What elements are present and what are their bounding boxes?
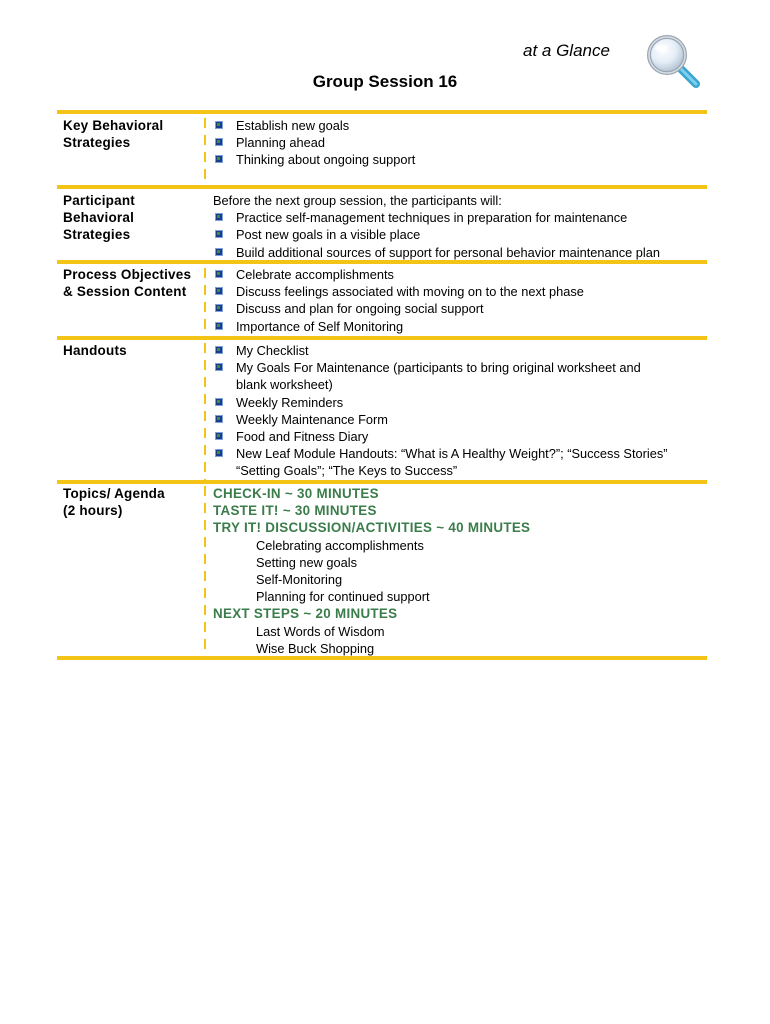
- square-bullet-icon: [215, 415, 223, 423]
- column-divider: [204, 118, 206, 184]
- list-item: Post new goals in a visible place: [213, 226, 660, 243]
- agenda-item: Celebrating accomplishments: [256, 537, 424, 553]
- divider: [57, 656, 707, 660]
- column-divider: [204, 486, 206, 654]
- square-bullet-icon: [215, 230, 223, 238]
- square-bullet-icon: [215, 121, 223, 129]
- list-item: Food and Fitness Diary: [213, 428, 668, 445]
- square-bullet-icon: [215, 287, 223, 295]
- column-divider: [204, 268, 206, 338]
- square-bullet-icon: [215, 346, 223, 354]
- row-label: Handouts: [63, 343, 127, 358]
- row-label: Topics/ Agenda (2 hours): [63, 486, 165, 518]
- square-bullet-icon: [215, 322, 223, 330]
- list-item: Celebrate accomplishments: [213, 266, 584, 283]
- square-bullet-icon: [215, 304, 223, 312]
- list-item: My Checklist: [213, 342, 668, 359]
- row-handouts: [57, 340, 707, 482]
- list-item: Build additional sources of support for personal behavior maintenance plan: [213, 244, 660, 261]
- square-bullet-icon: [215, 138, 223, 146]
- list-item: Weekly Maintenance Form: [213, 411, 668, 428]
- list-item: Planning ahead: [213, 134, 415, 151]
- page-title: Group Session 16: [312, 72, 458, 91]
- agenda-item: Wise Buck Shopping: [256, 640, 375, 656]
- agenda-heading: NEXT STEPS ~ 20 MINUTES: [213, 606, 398, 622]
- square-bullet-icon: [215, 363, 223, 371]
- list-item: Establish new goals: [213, 117, 415, 134]
- agenda-heading: TASTE IT! ~ 30 MINUTES: [213, 503, 377, 519]
- list-item: New Leaf Module Handouts: “What is A Healthy Weight?”; “Success Stories”: [213, 445, 668, 462]
- list-item: Weekly Reminders: [213, 394, 668, 411]
- agenda-heading: CHECK-IN ~ 30 MINUTES: [213, 486, 379, 501]
- square-bullet-icon: [215, 432, 223, 440]
- list-item: Discuss and plan for ongoing social support: [213, 300, 584, 317]
- row-key-behavioral-strategies: [57, 114, 707, 185]
- square-bullet-icon: [215, 213, 223, 221]
- row-process-objectives: [57, 264, 707, 338]
- square-bullet-icon: [215, 248, 223, 256]
- list-item: Importance of Self Monitoring: [213, 318, 584, 335]
- row-label: Process Objectives & Session Content: [63, 267, 192, 299]
- square-bullet-icon: [215, 270, 223, 278]
- agenda-item: Setting new goals: [256, 554, 358, 570]
- header-subtitle: at a Glance: [523, 41, 610, 60]
- list-item: Discuss feelings associated with moving on to the next phase: [213, 283, 584, 300]
- row-participant-behavioral-strategies: [57, 189, 707, 258]
- row-topics-agenda: [57, 484, 707, 654]
- list-item: Thinking about ongoing support: [213, 151, 415, 168]
- square-bullet-icon: [215, 398, 223, 406]
- agenda-item: Last Words of Wisdom: [256, 623, 385, 639]
- square-bullet-icon: [215, 449, 223, 457]
- list-item: Practice self-management techniques in preparation for maintenance: [213, 209, 660, 226]
- row-label: Key Behavioral Strategies: [63, 118, 164, 150]
- agenda-item: Planning for continued support: [256, 589, 430, 605]
- row-label: Participant Behavioral Strategies: [63, 193, 135, 242]
- intro-text: Before the next group session, the participants will:: [213, 193, 502, 208]
- list-item-continuation: blank worksheet): [236, 377, 333, 393]
- column-divider: [204, 343, 206, 482]
- agenda-item: Self-Monitoring: [256, 572, 343, 588]
- agenda-heading: TRY IT! DISCUSSION/ACTIVITIES ~ 40 MINUTES: [213, 520, 531, 536]
- square-bullet-icon: [215, 155, 223, 163]
- list-item-continuation: “Setting Goals”; “The Keys to Success”: [236, 463, 458, 479]
- list-item: My Goals For Maintenance (participants to bring original worksheet and: [213, 359, 668, 376]
